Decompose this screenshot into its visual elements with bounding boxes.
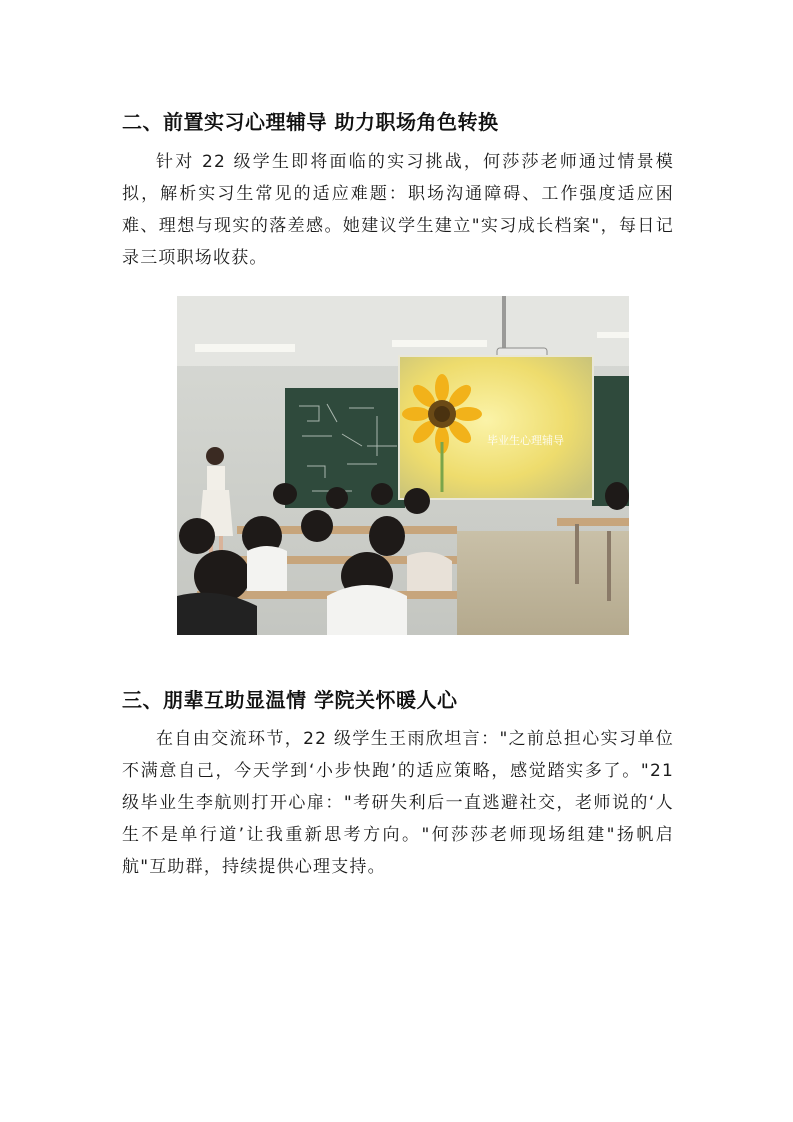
paragraph-text: 在自由交流环节，22 级学生王雨欣坦言："之前总担心实习单位不满意自己，今天学到‘小步快跑’的适应策略，感觉踏实多了。"21 级毕业生李航则打开心扉："考研失利后一直逃避社交，老师说的‘人生不是单行道’让我重新思考方向。"何莎莎老师现场组建"扬帆启航"互助群，持续提供心理支持。 [122, 729, 674, 877]
section-heading-2: 二、前置实习心理辅导 助力职场角色转换 [122, 110, 499, 134]
screen-title: 毕业生心理辅导 [487, 434, 564, 447]
lecture-photo [177, 296, 629, 635]
section-paragraph-3 [122, 723, 674, 883]
section-heading-3: 三、朋辈互助显温情 学院关怀暖人心 [122, 688, 458, 712]
section-paragraph-2 [122, 146, 674, 274]
paragraph-text: 针对 22 级学生即将面临的实习挑战，何莎莎老师通过情景模拟，解析实习生常见的适应难题：职场沟通障碍、工作强度适应困难、理想与现实的落差感。她建议学生建立"实习成长档案"，每日记录三项职场收获。 [122, 152, 674, 268]
